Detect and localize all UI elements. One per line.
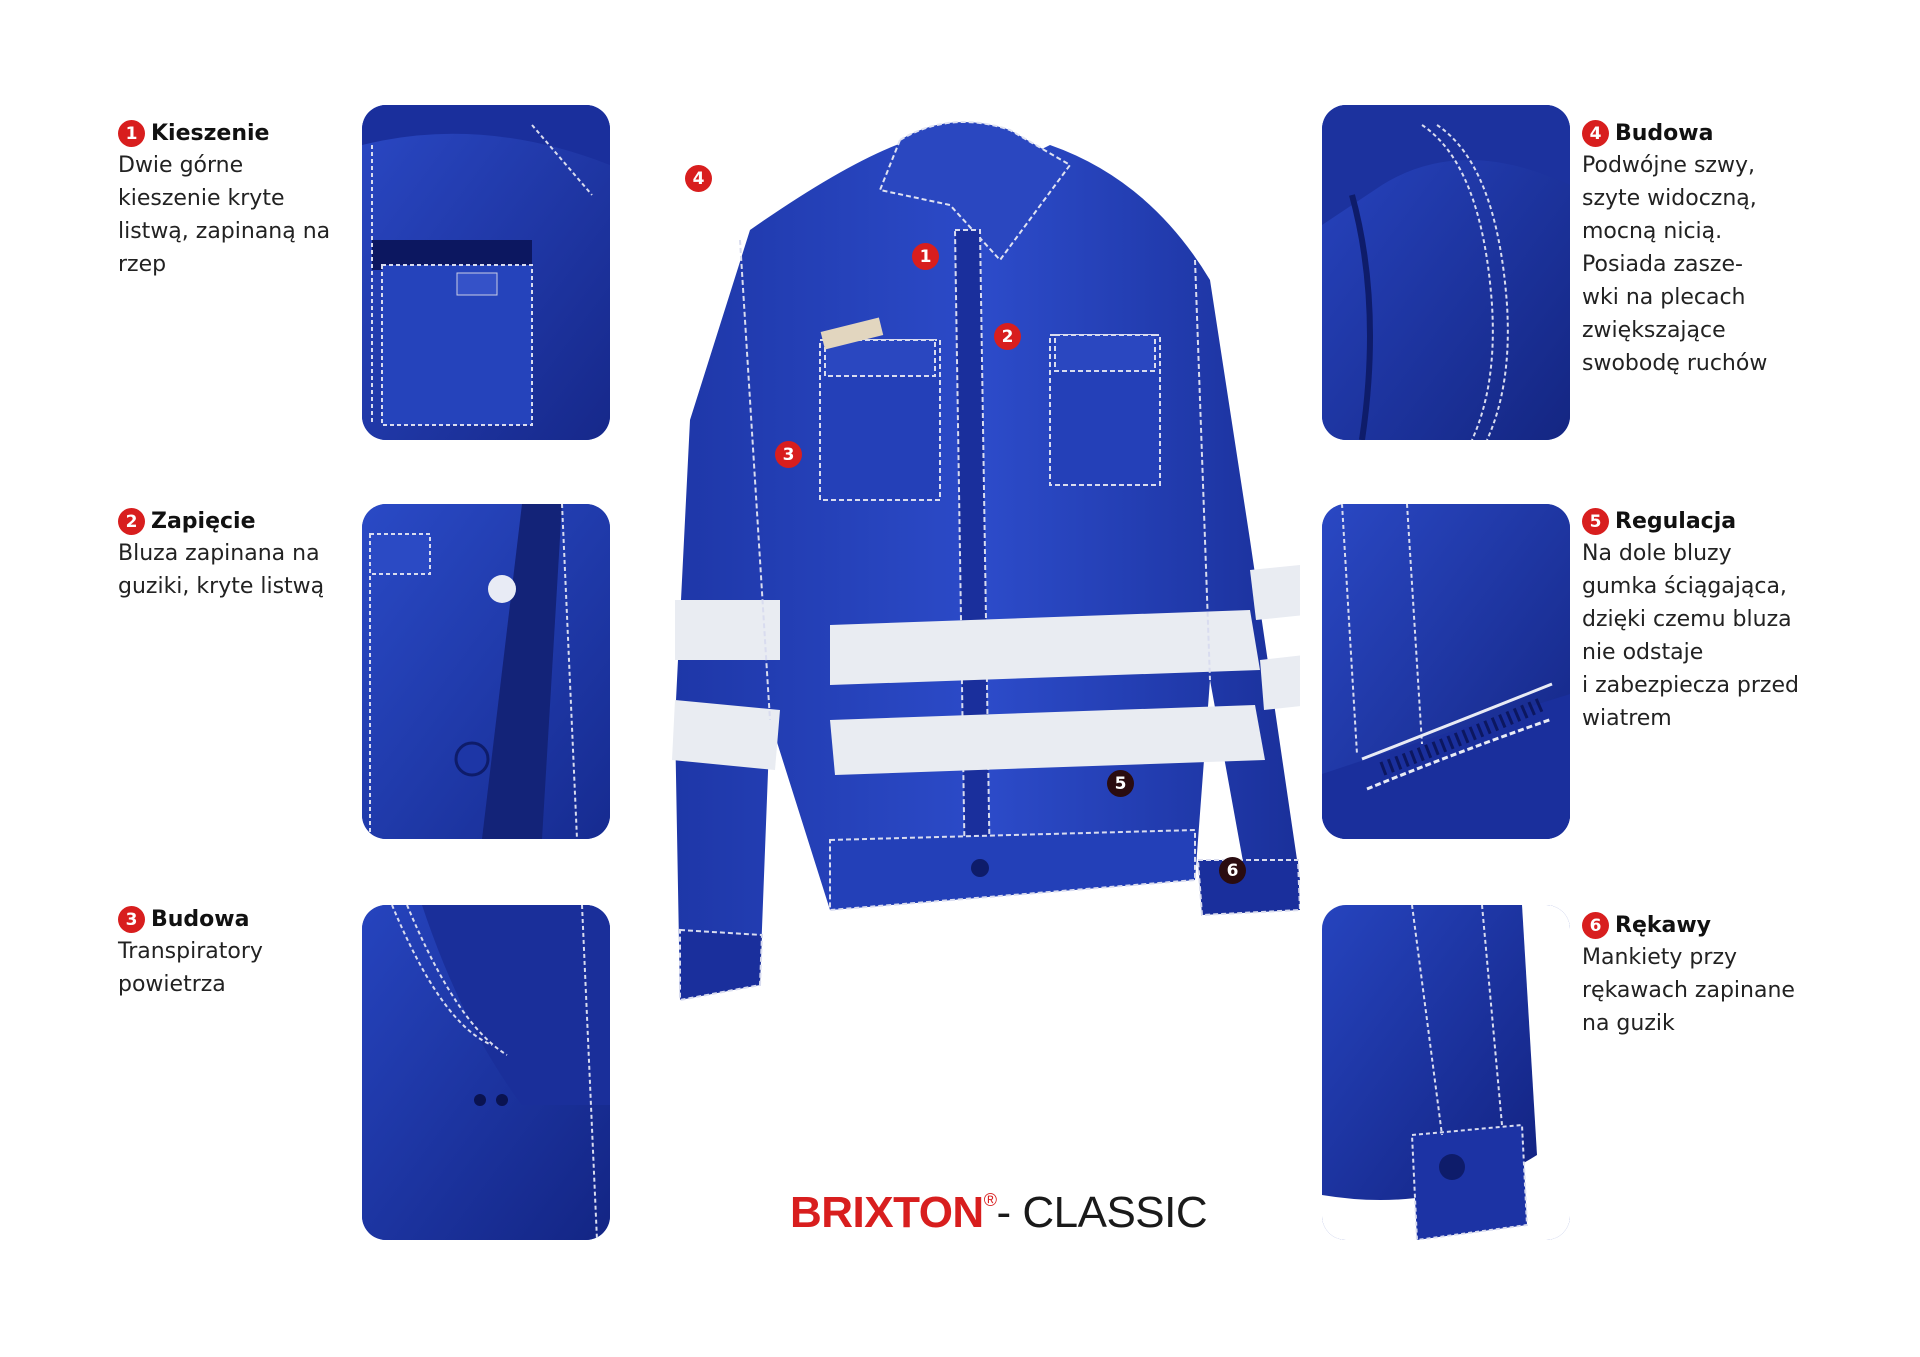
marker-5: 5 xyxy=(1107,770,1134,797)
feature-title-3: Budowa xyxy=(151,907,250,932)
brand-suffix: - CLASSIC xyxy=(996,1188,1208,1237)
feature-number-2: 2 xyxy=(118,508,145,535)
feature-desc-1: Dwie górne kieszenie kryte listwą, zapinaną na rzep xyxy=(118,153,331,277)
feature-number-4: 4 xyxy=(1582,120,1609,147)
marker-1: 1 xyxy=(912,243,939,270)
feature-title-6: Rękawy xyxy=(1615,913,1712,938)
feature-desc-2: Bluza zapinana na guziki, kryte listwą xyxy=(118,541,325,599)
feature-5 xyxy=(1582,508,1822,735)
brand-logo xyxy=(790,1188,1207,1238)
feature-number-5: 5 xyxy=(1582,508,1609,535)
feature-title-1: Kieszenie xyxy=(151,121,270,146)
photo-seams xyxy=(1322,105,1570,440)
photo-waistband xyxy=(1322,504,1570,839)
photo-cuffs xyxy=(1322,905,1570,1240)
feature-1 xyxy=(118,120,358,281)
feature-desc-6: Mankiety przy rękawach zapinane na guzik xyxy=(1582,945,1795,1036)
marker-3: 3 xyxy=(775,441,802,468)
jacket-illustration xyxy=(650,120,1300,1020)
feature-3 xyxy=(118,906,358,1001)
feature-desc-3: Transpiratory powietrza xyxy=(118,939,263,997)
photo-pockets xyxy=(362,105,610,440)
feature-2 xyxy=(118,508,358,603)
feature-number-1: 1 xyxy=(118,120,145,147)
marker-2: 2 xyxy=(994,323,1021,350)
feature-title-5: Regulacja xyxy=(1615,509,1737,534)
feature-desc-5: Na dole bluzy gumka ściągająca, dzięki czemu bluza nie odstaje i zabezpiecza przed wiatrem xyxy=(1582,541,1799,731)
feature-number-6: 6 xyxy=(1582,912,1609,939)
marker-4: 4 xyxy=(685,165,712,192)
photo-ventilation xyxy=(362,905,610,1240)
feature-title-4: Budowa xyxy=(1615,121,1714,146)
brand-registered-mark: ® xyxy=(983,1190,997,1210)
feature-6 xyxy=(1582,912,1822,1040)
feature-number-3: 3 xyxy=(118,906,145,933)
photo-fastening xyxy=(362,504,610,839)
brand-name: BRIXTON xyxy=(790,1188,984,1237)
feature-desc-4: Podwójne szwy, szyte widoczną, mocną nicią. Posiada zasze- wki na plecach zwiększające swobodę ruchów xyxy=(1582,153,1768,376)
feature-title-2: Zapięcie xyxy=(151,509,256,534)
marker-6: 6 xyxy=(1219,857,1246,884)
feature-4 xyxy=(1582,120,1822,380)
